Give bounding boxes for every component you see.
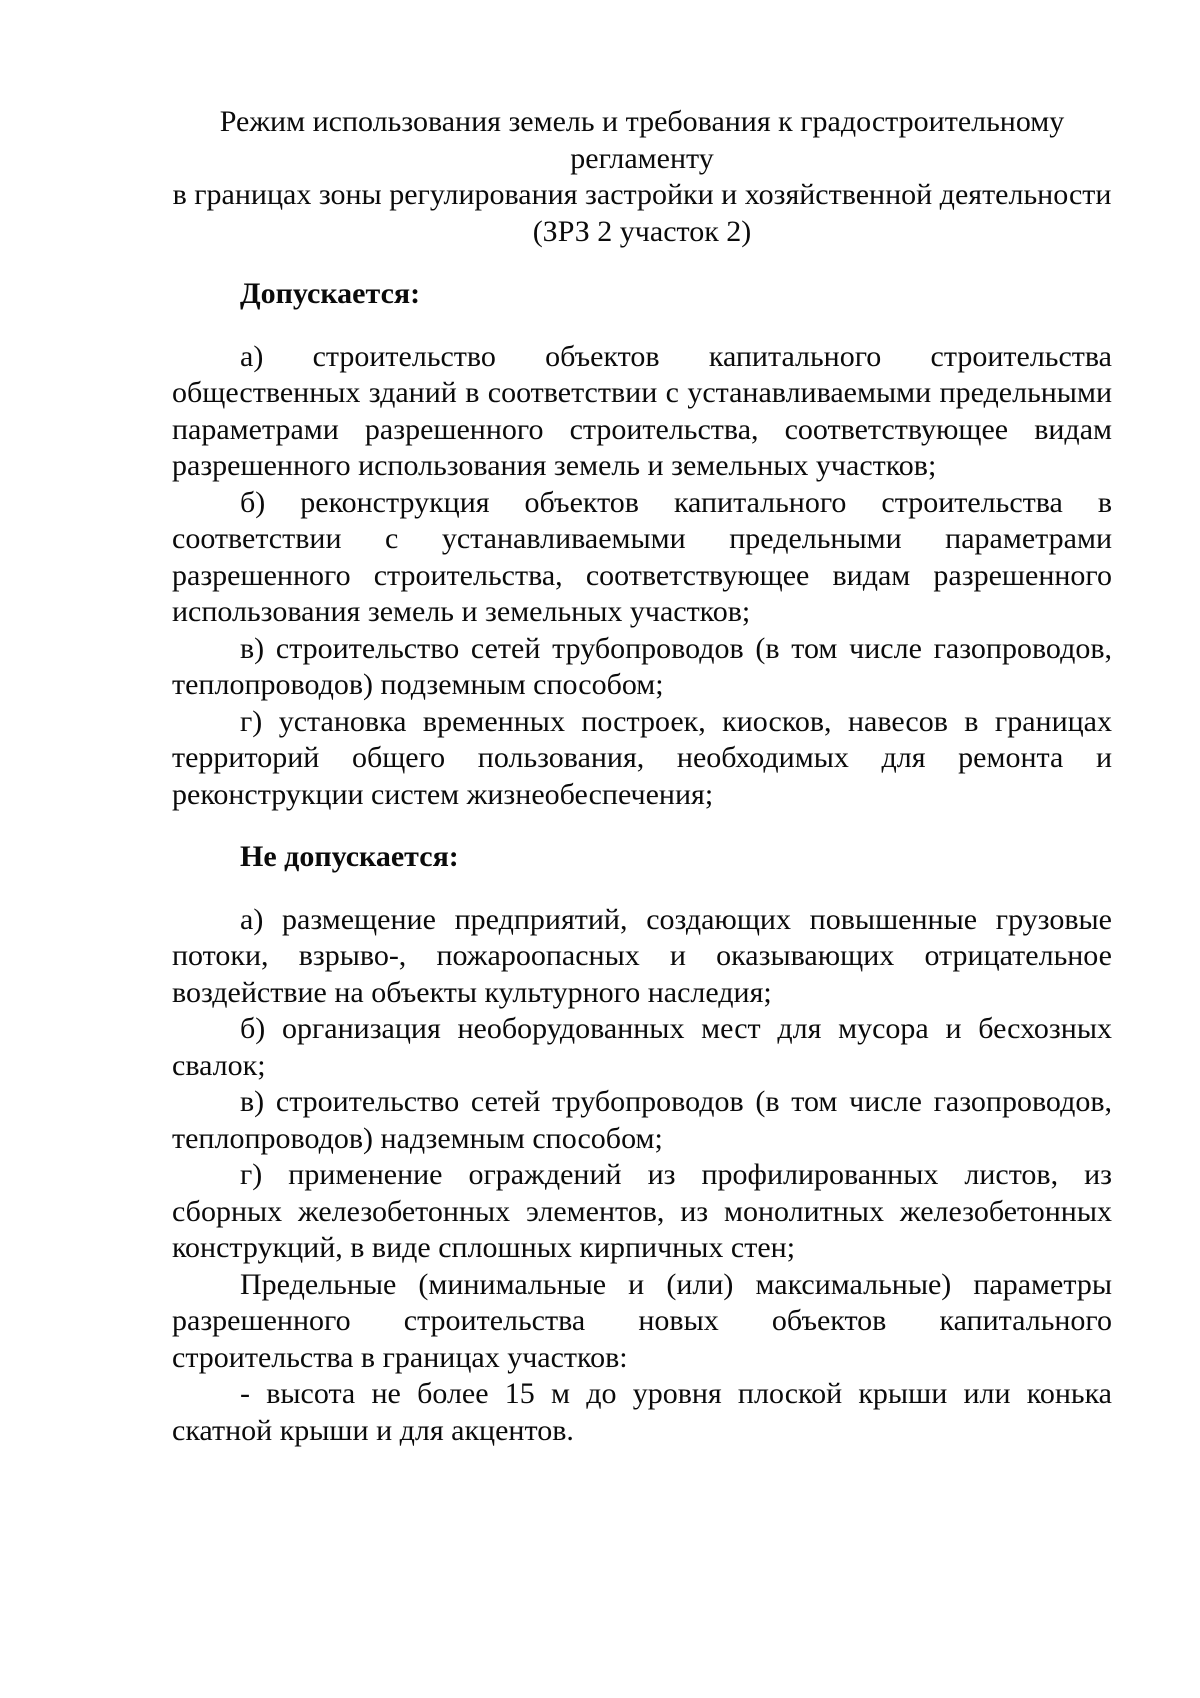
title-line-1: Режим использования земель и требования к градостроительному регламенту <box>219 105 1065 175</box>
paragraph-limit-parameters: Предельные (минимальные и (или) максимальные) параметры разрешенного строительства новых объектов капитального строительства в границах участков: <box>172 1267 1112 1374</box>
paragraph-allowed-b: б) реконструкция объектов капитального строительства в соответствии с устанавливаемыми предельными параметрами разрешенного строительства, соответствующее видам разрешенного использования земель и земельных участков; <box>172 485 1112 628</box>
document-title <box>172 104 1112 250</box>
title-line-2: в границах зоны регулирования застройки и хозяйственной деятельности <box>172 178 1112 211</box>
paragraph-allowed-g: г) установка временных построек, киосков, навесов в границах территорий общего пользования, необходимых для ремонта и реконструкции систем жизнеобеспечения; <box>172 704 1112 811</box>
paragraph-height-limit: - высота не более 15 м до уровня плоской крыши или конька скатной крыши и для акцентов. <box>172 1377 1112 1447</box>
paragraph-allowed-a: а) строительство объектов капитального строительства общественных зданий в соответствии с устанавливаемыми предельными параметрами разрешенного строительства, соответствующее видам разрешенного использования земель и земельных участков; <box>172 339 1112 482</box>
section-heading-allowed: Допускается: <box>240 277 421 310</box>
title-line-3: (ЗРЗ 2 участок 2) <box>532 214 752 248</box>
paragraph-not-allowed-a: а) размещение предприятий, создающих повышенные грузовые потоки, взрыво-, пожароопасных и оказывающих отрицательное воздействие на объекты культурного наследия; <box>172 902 1112 1009</box>
paragraph-not-allowed-b: б) организация необорудованных мест для мусора и бесхозных свалок; <box>172 1012 1112 1082</box>
paragraph-allowed-v: в) строительство сетей трубопроводов (в том числе газопроводов, теплопроводов) подземным способом; <box>172 631 1112 701</box>
document-content <box>172 104 1112 1449</box>
paragraph-not-allowed-g: г) применение ограждений из профилированных листов, из сборных железобетонных элементов, из монолитных железобетонных конструкций, в виде сплошных кирпичных стен; <box>172 1158 1112 1264</box>
section-heading-not-allowed: Не допускается: <box>240 840 459 873</box>
paragraph-not-allowed-v: в) строительство сетей трубопроводов (в том числе газопроводов, теплопроводов) надземным способом; <box>172 1085 1112 1155</box>
